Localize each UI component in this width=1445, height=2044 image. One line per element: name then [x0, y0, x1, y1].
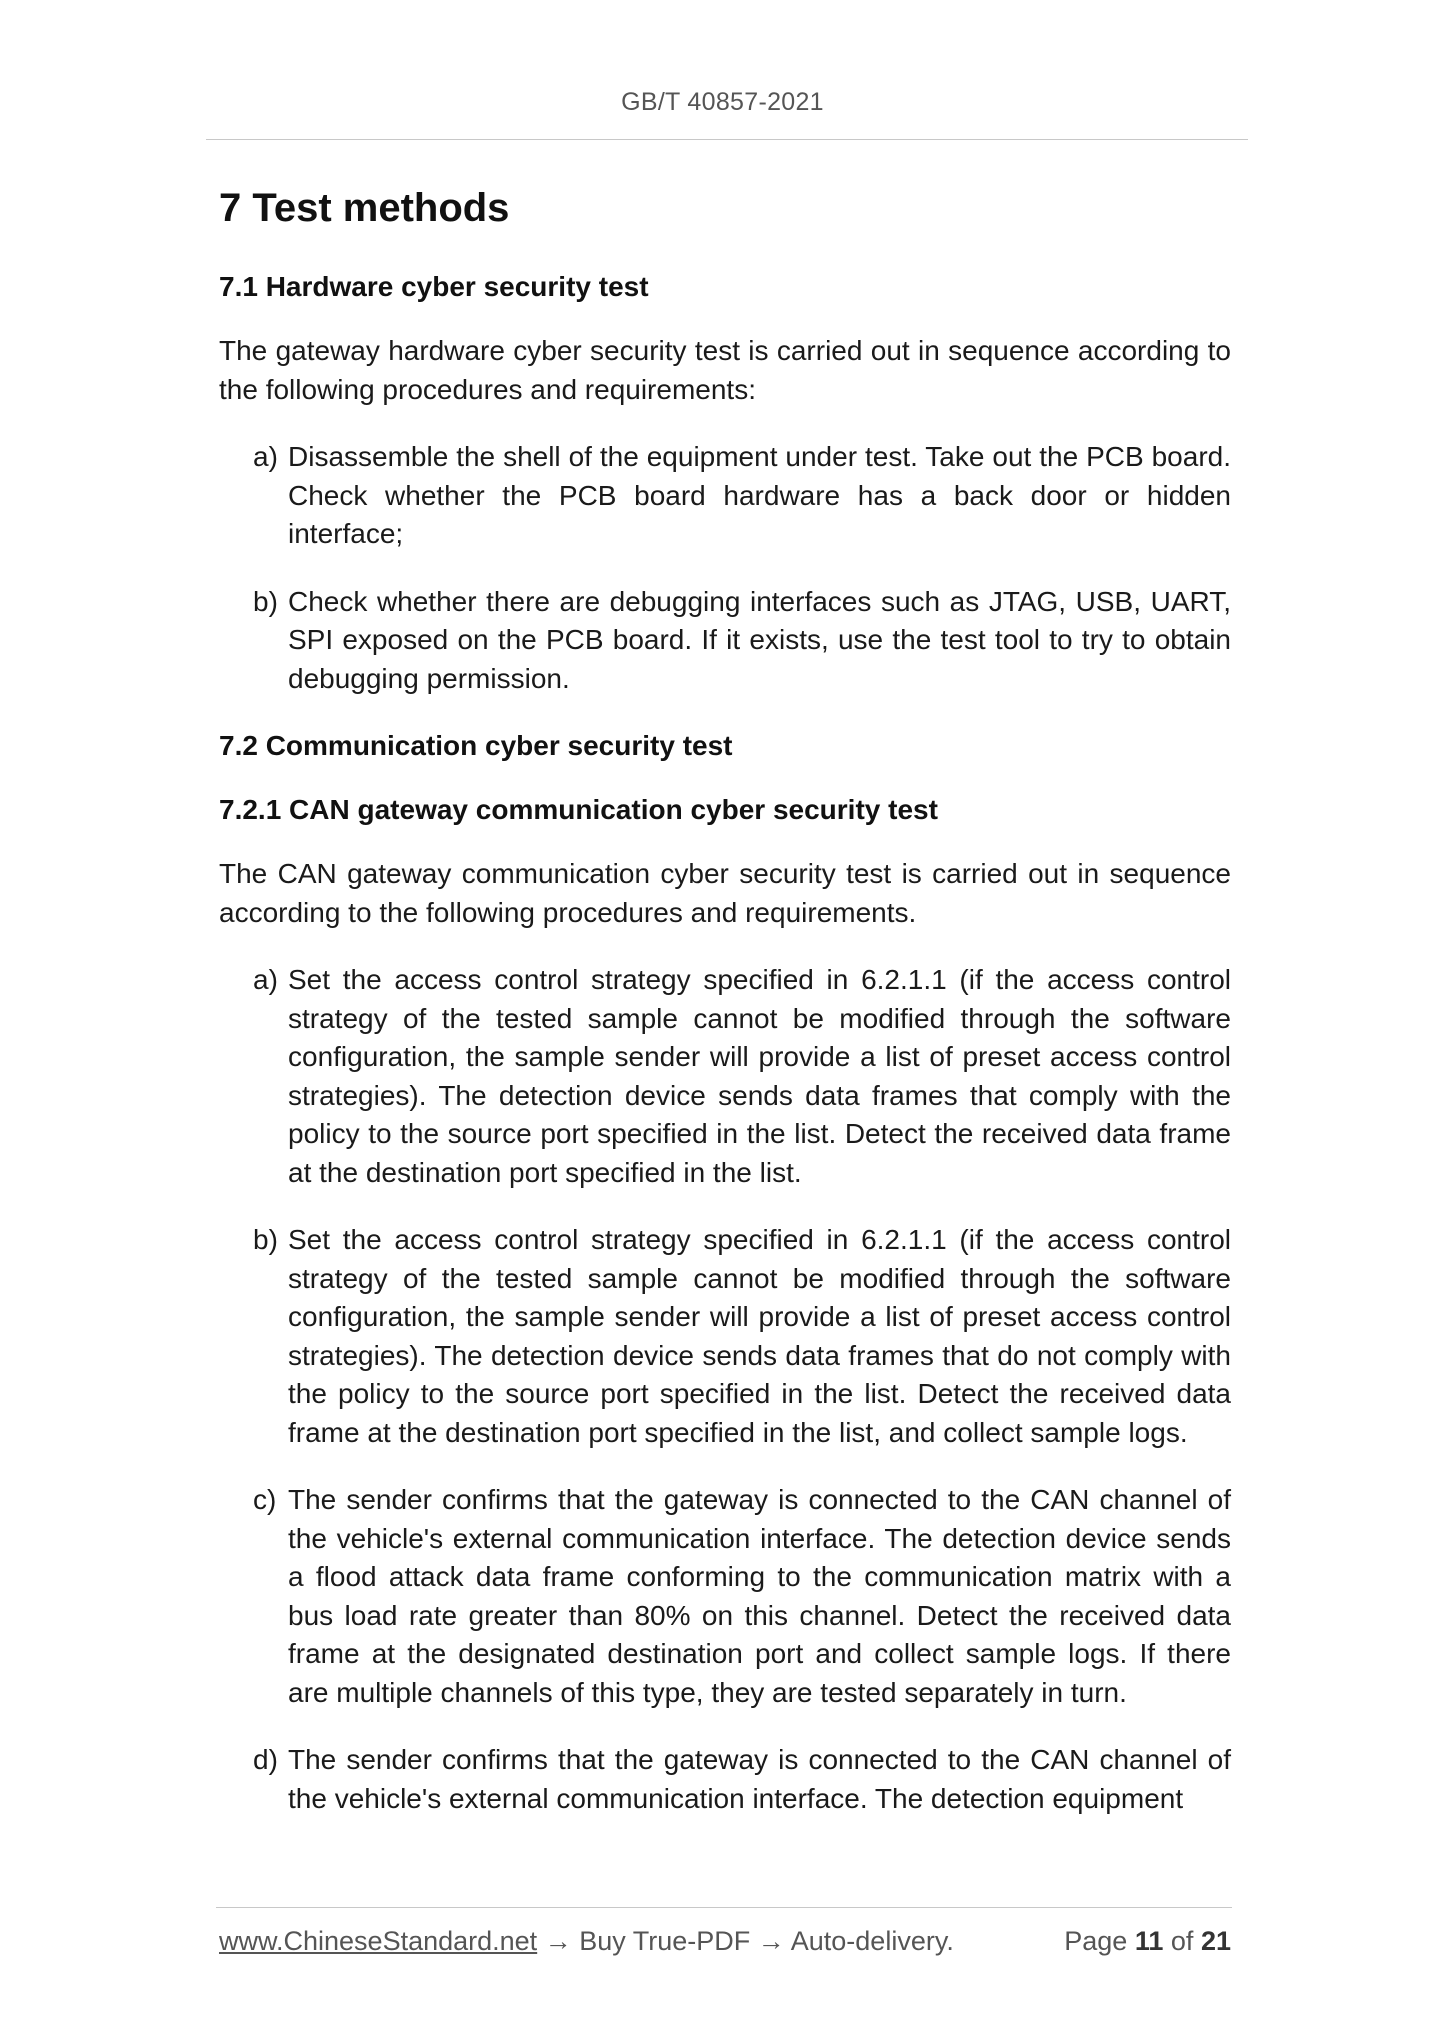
list-item-text: The sender confirms that the gateway is connected to the CAN channel of the vehicle's external communication interface. The detection device sends a flood attack data frame conforming to the communication matrix with a bus load rate greater than 80% on this channel. Detect the received data frame at the designated destination port and collect sample logs. If there are multiple channels of this type, they are tested separately in turn. [288, 1484, 1231, 1708]
list-item-text: The sender confirms that the gateway is connected to the CAN channel of the vehicle's external communication interface. The detection equipment [288, 1744, 1231, 1814]
section-7-1-intro: The gateway hardware cyber security test is carried out in sequence according to the following procedures and requirements: [219, 335, 1231, 405]
chinese-standard-link[interactable]: www.ChineseStandard.net [219, 1926, 538, 1956]
footer-divider [216, 1907, 1232, 1908]
list-marker: b) [253, 1224, 278, 1255]
page-label: Page [1064, 1926, 1128, 1956]
list-marker: d) [253, 1744, 278, 1775]
section-7-2-1-intro: The CAN gateway communication cyber security test is carried out in sequence according to the following procedures and requirements. [219, 858, 1231, 928]
list-item [253, 438, 1231, 554]
chapter-title: 7 Test methods [219, 186, 510, 230]
list-item-text: Disassemble the shell of the equipment under test. Take out the PCB board. Check whether the PCB board hardware has a back door or hidden interface; [288, 441, 1231, 549]
footer-promo-text: → Buy True-PDF → Auto-delivery. [544, 1926, 954, 1956]
list-item [253, 961, 1231, 1192]
page-total: 21 [1200, 1926, 1231, 1956]
section-7-2-1-title: 7.2.1 CAN gateway communication cyber security test [219, 794, 938, 825]
section-7-2-title: 7.2 Communication cyber security test [219, 730, 733, 761]
page-header-standard-id: GB/T 40857-2021 [621, 88, 824, 116]
page-current: 11 [1134, 1926, 1164, 1956]
header-divider [206, 139, 1248, 140]
section-7-1-title: 7.1 Hardware cyber security test [219, 271, 649, 302]
footer-promo [219, 1926, 954, 1957]
page-footer [219, 1926, 1231, 1962]
of-label: of [1170, 1926, 1194, 1956]
list-marker: b) [253, 585, 278, 617]
list-item [253, 1481, 1231, 1712]
list-item-text: Check whether there are debugging interfaces such as JTAG, USB, UART, SPI exposed on the PCB board. If it exists, use the test tool to try to obtain debugging permission. [288, 585, 1231, 694]
list-marker: c) [253, 1484, 277, 1515]
document-body [219, 180, 1231, 1847]
list-item [253, 1221, 1231, 1452]
list-item-text: Set the access control strategy specified in 6.2.1.1 (if the access control strategy of the tested sample cannot be modified through the software configuration, the sample sender will provide a list of preset access control strategies). The detection device sends data frames that comply with the policy to the source port specified in the list. Detect the received data frame at the destination port specified in the list. [288, 964, 1231, 1188]
list-item-text: Set the access control strategy specified in 6.2.1.1 (if the access control strategy of the tested sample cannot be modified through the software configuration, the sample sender will provide a list of preset access control strategies). The detection device sends data frames that do not comply with the policy to the source port specified in the list. Detect the received data frame at the destination port specified in the list, and collect sample logs. [288, 1224, 1231, 1448]
list-item [253, 1741, 1231, 1818]
list-item [253, 583, 1231, 699]
list-marker: a) [253, 964, 278, 995]
list-marker: a) [253, 441, 278, 472]
page-number [1064, 1926, 1231, 1957]
